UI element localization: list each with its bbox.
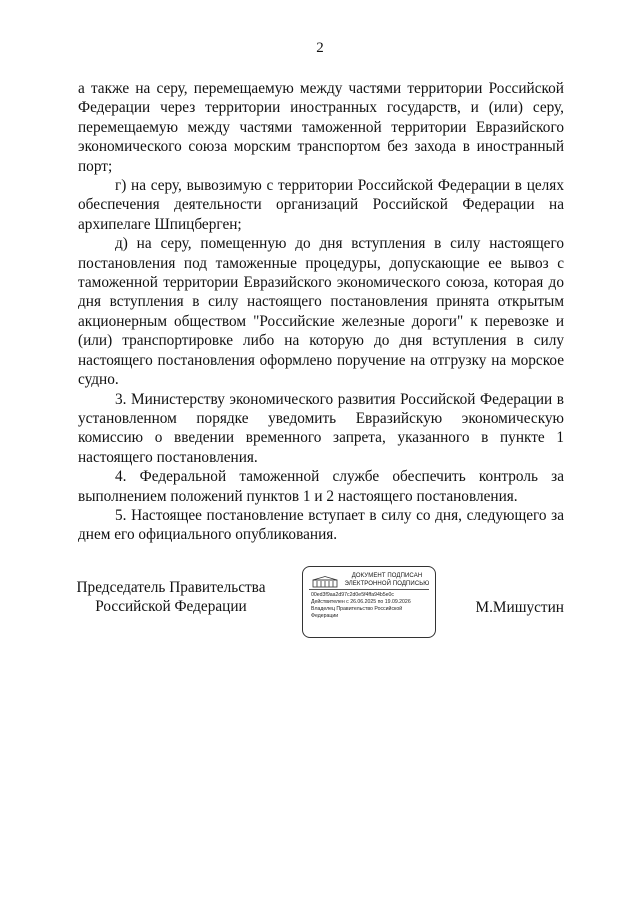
stamp-owner-line2: Федерации bbox=[311, 613, 339, 619]
paragraph-item-g: г) на серу, вывозимую с территории Российской Федерации в целях обеспечения деятельности организаций Российской Федерации на архипелаге Шпицберген; bbox=[78, 177, 564, 233]
stamp-title-line1: ДОКУМЕНТ ПОДПИСАН bbox=[351, 573, 423, 579]
paragraph-point-3: 3. Министерству экономического развития Российской Федерации в установленном порядке уведомить Евразийскую экономическую комиссию о введении временного запрета, указанного в пункте 1 настоящего постановления. bbox=[78, 390, 564, 466]
signer-position bbox=[76, 578, 266, 617]
signer-name: М.Мишустин bbox=[475, 599, 564, 616]
paragraph-continuation: а также на серу, перемещаемую между частями территории Российской Федерации через территории иностранных государств, и (или) серу, перемещаемую между частями таможенной территории Евразийского экономического союза морским транспортом без захода в иностранный порт; bbox=[78, 80, 564, 175]
document-body bbox=[78, 79, 564, 545]
building-emblem-icon bbox=[312, 576, 338, 588]
stamp-title bbox=[341, 573, 433, 588]
paragraph-item-d: д) на серу, помещенную до дня вступления в силу настоящего постановления под таможенные процедуры, допускающие ее вывоз с таможенной территории Евразийского экономического союза, которая до дня вступления в силу настоящего постановления принята открытым акционерным обществом "Российские железные дороги" к перевозке и (или) транспортировке либо на которую до дня вступления в силу настоящего постановления оформлено поручение на отгрузку на морское судно. bbox=[78, 235, 564, 389]
signer-position-line2: Российской Федерации bbox=[95, 598, 247, 616]
stamp-divider bbox=[309, 589, 429, 590]
signer-position-line1: Председатель Правительства bbox=[76, 579, 266, 596]
paragraph-point-5: 5. Настоящее постановление вступает в силу со дня, следующего за днем его официального опубликования. bbox=[78, 506, 564, 544]
electronic-signature-stamp bbox=[302, 566, 436, 638]
stamp-validity: Действителен с 26.06.2025 по 19.09.2026 bbox=[311, 599, 411, 605]
paragraph-point-4: 4. Федеральной таможенной службе обеспечить контроль за выполнением положений пунктов 1 и 2 настоящего постановления. bbox=[78, 468, 564, 505]
stamp-owner-line1: Владелец Правительство Российской bbox=[311, 606, 403, 612]
stamp-title-line2: ЭЛЕКТРОННОЙ ПОДПИСЬЮ bbox=[344, 580, 430, 587]
page-number: 2 bbox=[316, 40, 324, 56]
stamp-certificate: 00ed3f9aa2d97c2d0e5f4ffa94b5e0c bbox=[311, 592, 394, 598]
signature-block bbox=[0, 573, 640, 658]
stamp-details bbox=[311, 592, 433, 620]
